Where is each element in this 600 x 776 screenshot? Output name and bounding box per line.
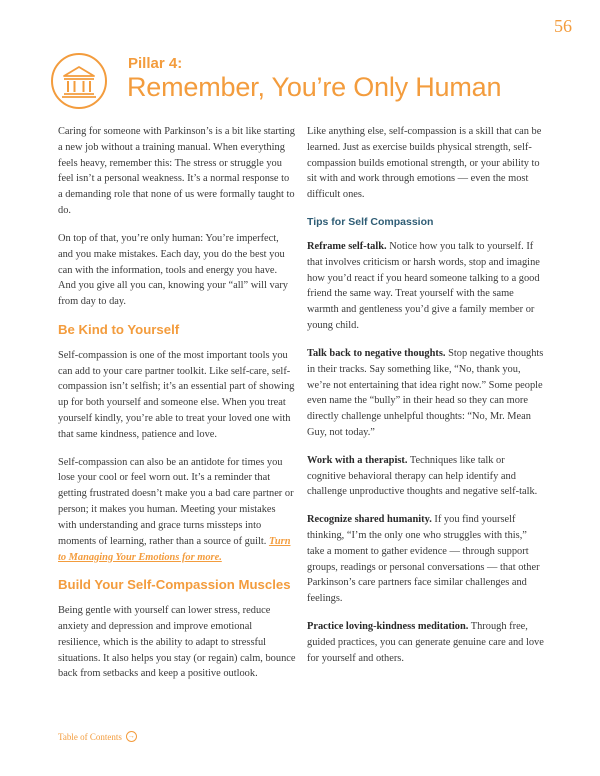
tip-title: Talk back to negative thoughts. [307, 347, 446, 359]
table-of-contents-link[interactable] [58, 731, 137, 742]
intro-paragraph: Caring for someone with Parkinson’s is a bit like starting a new job without a training manual. When everything feels heavy, remember this: The stress or struggle you feel isn’t a personal weakness. It’s a normal response to a demanding role that none of us were formally taught to do. [58, 126, 295, 217]
tip-body: Stop negative thoughts in their tracks. Say something like, “No, thank you, we’re not entertaining that idea right now.” Some people even name the “bully” in their head so they can more directly challenge unhelpful thoughts: “No, Mr. Mean Guy, not today.” [307, 347, 544, 438]
build-paragraph: Being gentle with yourself can lower stress, reduce anxiety and depression and improve emotional resilience, which is the ability to adapt to stressful situations. It also helps you stay (or regain) calm, bounce back from setbacks and keep a positive outlook. [58, 605, 296, 680]
tip-title: Reframe self-talk. [307, 241, 387, 253]
section-heading-build: Build Your Self-Compassion Muscles [58, 577, 291, 593]
kind-paragraph-text: Self-compassion can also be an antidote for times you lose your cool or feel worn out. It’s a reminder that getting frustrated doesn’t make you a bad care partner or person; it makes you human. Meeting your mistakes with understanding and grace turns missteps into moments of learning, rather than a source of guilt. [58, 456, 294, 547]
arrow-circle-icon: → [127, 732, 135, 740]
left-column [58, 124, 296, 694]
tip-item [307, 619, 545, 666]
tip-body: Techniques like talk or cognitive behavioral therapy can help identify and challenge unproductive thoughts and negative self-talk. [307, 454, 538, 498]
page-title: Remember, You’re Only Human [127, 72, 502, 102]
pillar-kicker: Pillar 4: [128, 55, 183, 72]
tip-item [307, 346, 545, 441]
tip-item [307, 512, 545, 607]
kind-paragraph: Self-compassion is one of the most important tools you can add to your care partner toolkit. Like self-care, self-compassion isn’t selfish; it’s an essential part of showing up for both yourself and someone else. When you treat yourself kindly, you’re able to treat your loved one with that same kindness, patience and love. [58, 349, 295, 440]
tips-heading: Tips for Self Compassion [307, 216, 434, 229]
tip-item [307, 453, 545, 500]
tip-title: Recognize shared humanity. [307, 514, 432, 526]
tip-body: Notice how you talk to yourself. If that involves criticism or harsh words, stop and imagine how you’d react if you heard someone talking to a good friend the same way. Treat yourself with the same warmth and gentleness you’d give a family member or young child. [307, 241, 540, 332]
toc-label: Table of Contents [58, 731, 122, 742]
intro-paragraph: On top of that, you’re only human: You’re imperfect, and you make mistakes. Each day, you do the best you can with the information, tools and energy you have. And you give all you can, knowing your “all” will vary from day to day. [58, 232, 288, 308]
tip-body: If you find yourself thinking, “I’m the only one who struggles with this,” take a moment to gather evidence — through support groups, readings or personal conversations — that other Parkinson’s care partners face similar challenges and feelings. [307, 514, 540, 605]
tip-title: Work with a therapist. [307, 454, 408, 466]
tip-body: Through free, guided practices, you can generate genuine care and love for yourself and others. [307, 621, 544, 664]
right-column [307, 124, 545, 679]
pillar-building-icon [50, 52, 108, 110]
tip-item [307, 239, 545, 334]
section-heading-kind: Be Kind to Yourself [58, 321, 180, 337]
right-intro-paragraph: Like anything else, self-compassion is a skill that can be learned. Just as exercise builds physical strength, self-compassion builds emotional strength, or your ability to sit with and work through emotions — even the most difficult ones. [307, 126, 542, 201]
managing-emotions-link[interactable]: Turn to Managing Your Emotions for more. [58, 535, 291, 563]
tip-title: Practice loving-kindness meditation. [307, 621, 469, 633]
kind-paragraph-2 [58, 455, 296, 566]
page-number: 56 [554, 16, 572, 36]
